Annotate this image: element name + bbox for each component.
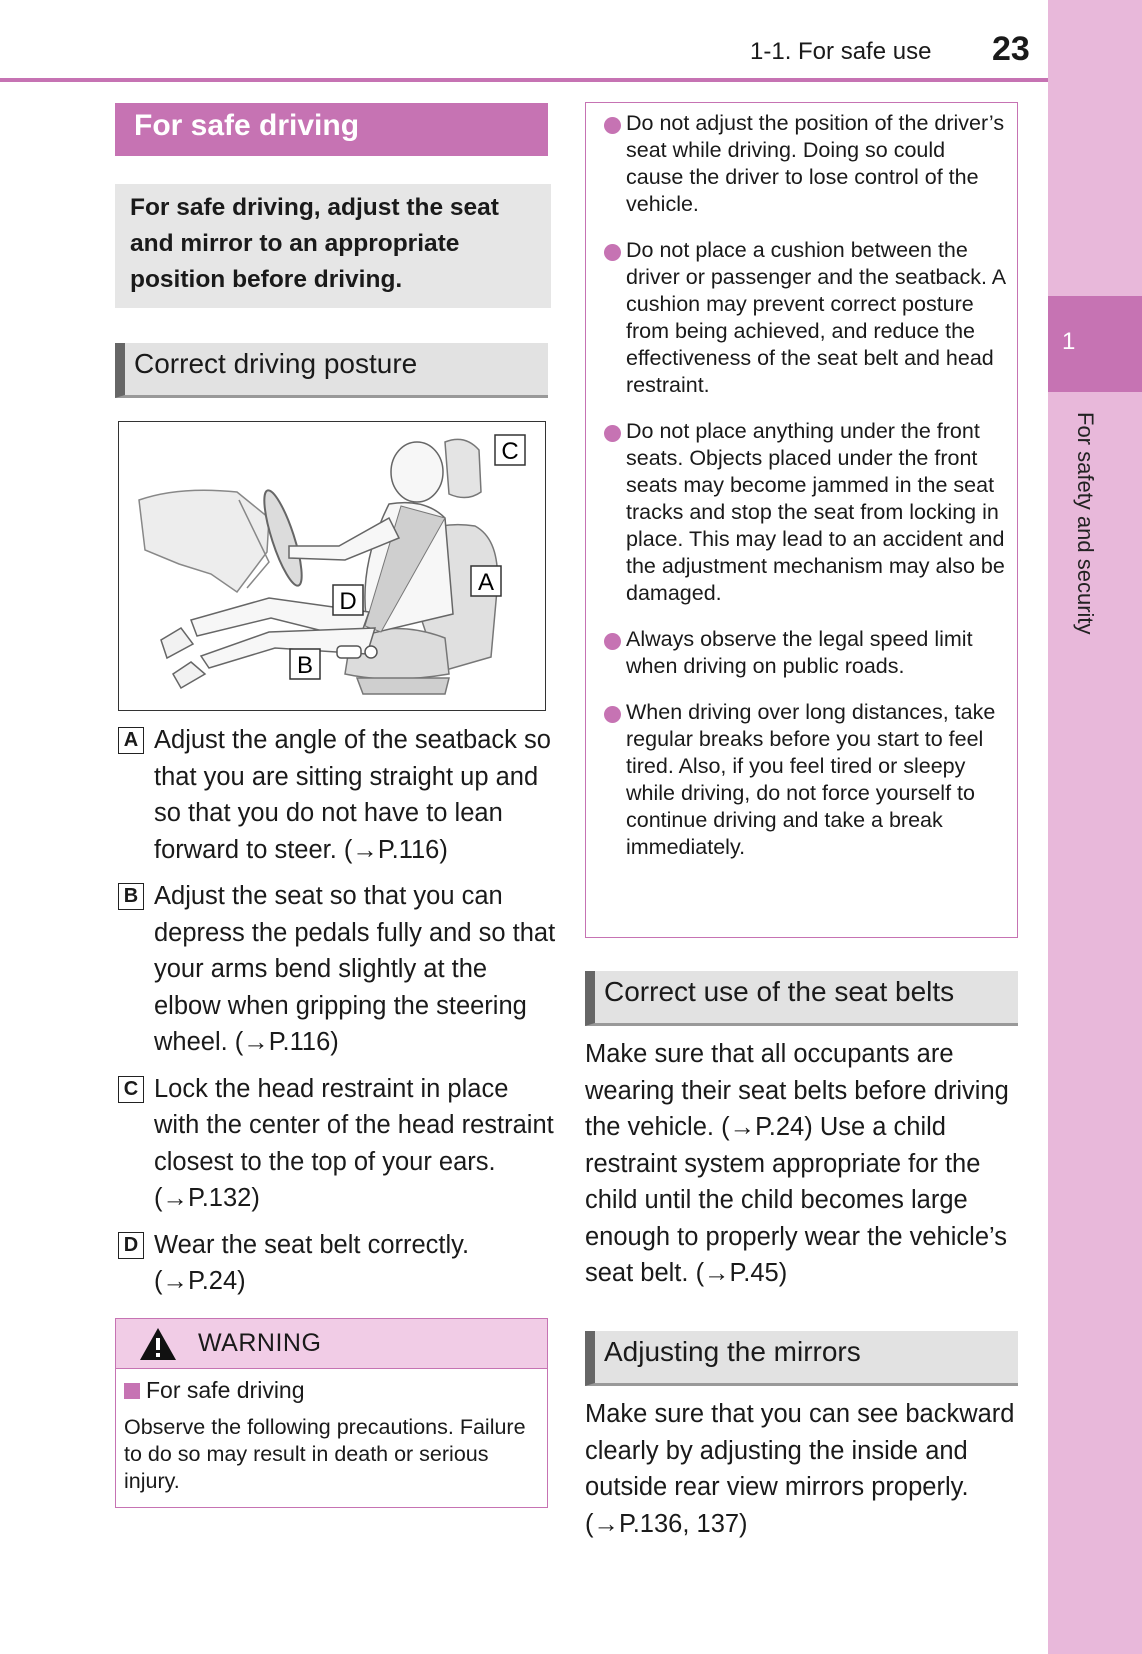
step-text: Wear the seat belt correctly. (→P.24) xyxy=(154,1230,470,1295)
svg-text:C: C xyxy=(501,438,519,465)
warning-box xyxy=(115,1318,548,1508)
header-rule xyxy=(0,78,1048,82)
precaution-item: Do not place a cushion between the driver or passenger and the seatback. A cushion may prevent correct posture from being achieved, and reduce the effectiveness of the seat belt and head restraint. xyxy=(594,237,1007,399)
figure-label-d xyxy=(333,585,363,615)
page-title: For safe driving xyxy=(115,103,548,156)
svg-text:A: A xyxy=(477,569,495,596)
figure-label-a xyxy=(471,566,501,596)
warning-subheading-text: For safe driving xyxy=(146,1377,305,1403)
mirrors-heading: Adjusting the mirrors xyxy=(585,1331,1018,1386)
warning-triangle-icon xyxy=(138,1326,178,1362)
posture-heading: Correct driving posture xyxy=(115,343,548,398)
posture-step-a xyxy=(118,722,558,868)
step-marker: B xyxy=(118,883,144,910)
precaution-item: Always observe the legal speed limit when driving on public roads. xyxy=(594,626,1007,680)
posture-step-d xyxy=(118,1227,558,1300)
step-text: Lock the head restraint in place with the center of the head restraint closest to the top of your ears. (→P.132) xyxy=(154,1074,554,1212)
chapter-sidebar xyxy=(1048,0,1142,1654)
warning-label: WARNING xyxy=(198,1329,322,1357)
step-marker: D xyxy=(118,1232,144,1259)
svg-text:B: B xyxy=(296,652,314,679)
precaution-item: When driving over long distances, take regular breaks before you start to feel tired. Also, if you feel tired or sleepy while driving, do not force yourself to continue driving and take a break immediately. xyxy=(594,699,1007,861)
driving-posture-figure xyxy=(118,421,546,711)
seat-belts-text: Make sure that all occupants are wearing their seat belts before driving the vehicle. (→P.24) Use a child restraint system appropriate for the child until the child becomes large enough to properly wear the vehicle’s seat belt. (→P.45) xyxy=(585,1040,1009,1287)
step-marker: A xyxy=(118,727,144,754)
svg-text:D: D xyxy=(339,588,357,615)
figure-label-b xyxy=(290,649,320,679)
warning-body: Observe the following precautions. Failure to do so may result in death or serious injury. xyxy=(124,1415,526,1493)
chapter-number: 1 xyxy=(1062,328,1076,355)
chapter-title: For safety and security xyxy=(1073,412,1098,635)
warning-subheading xyxy=(124,1377,547,1404)
step-text: Adjust the angle of the seatback so that you are sitting straight up and so that you do not have to lean forward to steer. (→P.116) xyxy=(154,726,551,864)
mirrors-text: Make sure that you can see backward clearly by adjusting the inside and outside rear view mirrors properly. (→P.136, 137) xyxy=(585,1400,1015,1538)
driver-seat-illustration xyxy=(119,422,544,709)
posture-step-b xyxy=(118,878,558,1061)
intro-box: For safe driving, adjust the seat and mirror to an appropriate position before driving. xyxy=(115,184,551,308)
page-number: 23 xyxy=(992,30,1030,68)
step-text: Adjust the seat so that you can depress the pedals fully and so that your arms bend slightly at the elbow when gripping the steering wheel. (→P.116) xyxy=(154,882,556,1056)
figure-label-c xyxy=(495,435,525,465)
square-bullet-icon xyxy=(124,1383,140,1399)
precaution-item: Do not place anything under the front seats. Objects placed under the front seats may become jammed in the seat tracks and stop the seat from locking in place. This may lead to an accident and the adjustment mechanism may also be damaged. xyxy=(594,418,1007,607)
posture-step-c xyxy=(118,1071,558,1217)
step-marker: C xyxy=(118,1076,144,1103)
precaution-item: Do not adjust the position of the driver’s seat while driving. Doing so could cause the driver to lose control of the vehicle. xyxy=(594,110,1007,218)
warning-header xyxy=(116,1319,547,1369)
seat-belts-heading: Correct use of the seat belts xyxy=(585,971,1018,1026)
section-reference: 1-1. For safe use xyxy=(750,38,932,65)
posture-steps xyxy=(118,722,558,1310)
precautions-box xyxy=(585,102,1018,938)
